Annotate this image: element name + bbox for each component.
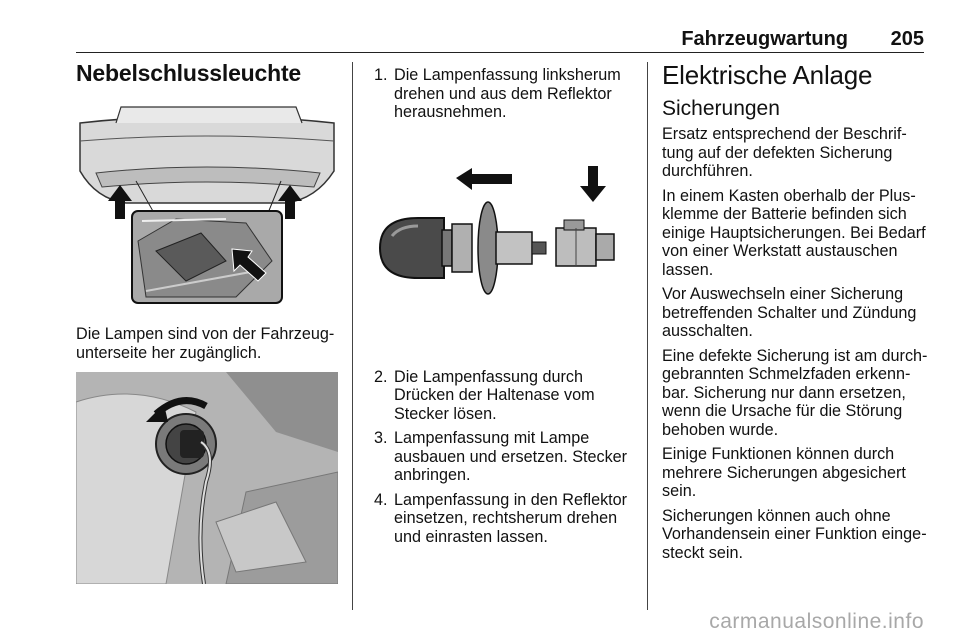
list-item: 4. Lampenfassung in den Reflektor einsetzen, rechtsherum drehen und einrasten lassen.: [374, 490, 628, 546]
list-item: 1. Die Lampenfassung linksherum drehen und aus dem Reflektor herausnehmen.: [374, 66, 621, 121]
paragraph: Sicherungen können auch ohne Vorhandensein einer Funktion einge-steckt sein.: [662, 506, 927, 562]
figure-lamp-connector: [378, 166, 618, 296]
subheading-fuses: Sicherungen: [662, 97, 780, 120]
paragraph: Ersatz entsprechend der Beschrif-tung auf der defekten Sicherung durchführen.: [662, 125, 907, 180]
middle-column: [374, 66, 638, 546]
paragraph: Einige Funktionen können durch mehrere Sicherungen abgesichert sein.: [662, 445, 906, 500]
right-column: [662, 60, 928, 562]
figure-rear-bumper: [76, 101, 338, 307]
section-title: Fahrzeugwartung: [681, 28, 848, 50]
heading-electrical: Elektrische Anlage: [662, 60, 873, 90]
access-note: Die Lampen sind von der Fahrzeug-unterseite her zugänglich.: [76, 325, 335, 362]
page-number: 205: [890, 28, 924, 50]
list-item: 2. Die Lampenfassung durch Drücken der Haltenase vom Stecker lösen.: [374, 367, 595, 423]
column-divider-2: [647, 62, 648, 610]
figure-lamp-socket-rotate: [76, 372, 338, 584]
paragraph: In einem Kasten oberhalb der Plus-klemme der Batterie befinden sich einige Hauptsicherungen. Bei Bedarf von einer Werkstatt austauschen lassen.: [662, 186, 926, 279]
paragraph: Eine defekte Sicherung ist am durch-gebrannten Schmelzfaden erkenn-bar. Sicherung nur dann ersetzen, wenn die Ursache für die Störung behoben wurde.: [662, 346, 928, 439]
arrow-left-icon: [456, 168, 512, 190]
list-item: 3. Lampenfassung mit Lampe ausbauen und ersetzen. Stecker anbringen.: [374, 429, 628, 484]
steps-list-2: [374, 368, 638, 547]
watermark: carmanualsonline.info: [709, 610, 924, 633]
socket-flange: [478, 202, 498, 294]
page-header: [76, 26, 924, 53]
paragraph: Vor Auswechseln einer Sicherung betreffenden Schalter und Zündung ausschalten.: [662, 285, 917, 340]
arrow-down-icon: [580, 166, 606, 202]
column-divider-1: [352, 62, 353, 610]
heading-fog-light: Nebelschlussleuchte: [76, 60, 302, 86]
steps-list-1: [374, 66, 638, 122]
left-column: [76, 60, 344, 584]
